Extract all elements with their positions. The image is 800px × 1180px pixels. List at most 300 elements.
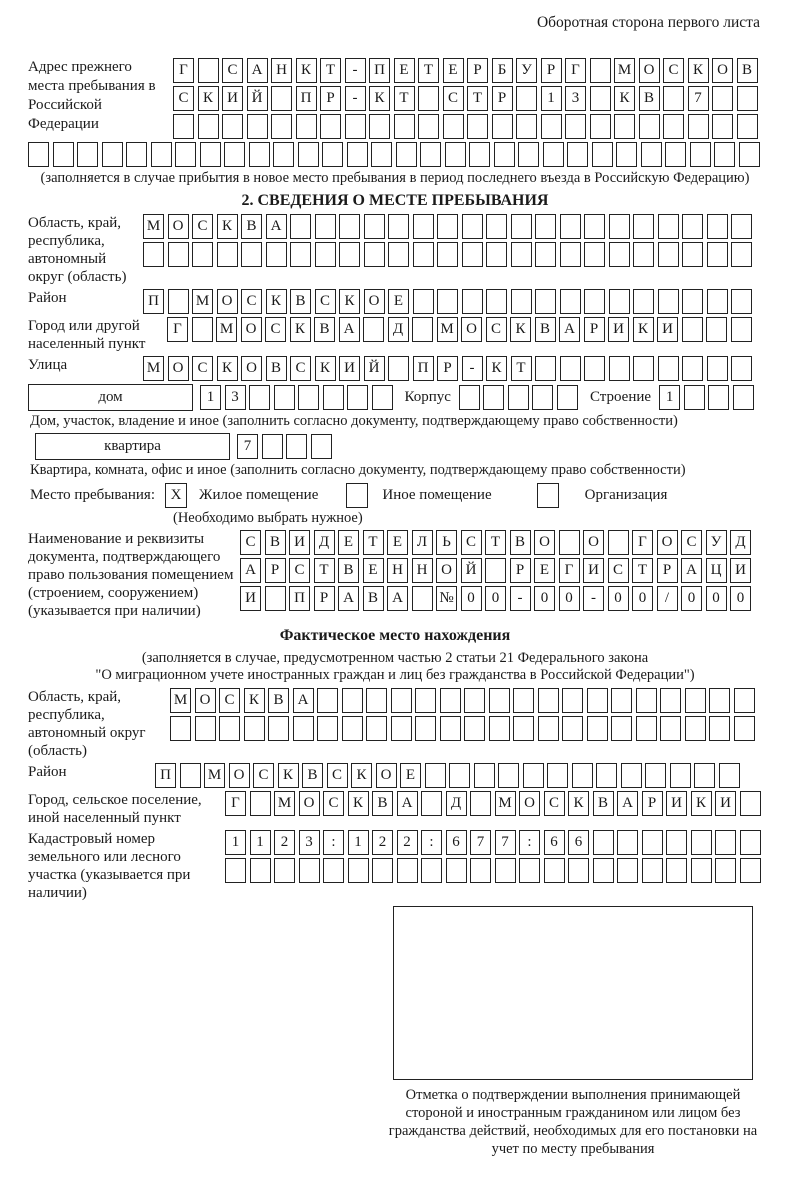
form-cell	[633, 356, 654, 381]
form-cell	[611, 716, 632, 741]
form-cell	[388, 214, 409, 239]
form-cell	[290, 242, 311, 267]
form-cell	[470, 858, 491, 883]
form-cell	[492, 114, 513, 139]
form-cell	[614, 114, 635, 139]
form-cell: :	[519, 830, 540, 855]
form-cell: Б	[492, 58, 513, 83]
form-cell	[639, 114, 660, 139]
form-cell: Р	[642, 791, 663, 816]
form-cell	[731, 317, 752, 342]
form-cell: П	[289, 586, 310, 611]
form-cell: О	[583, 530, 604, 555]
form-cell	[740, 791, 761, 816]
form-cell: О	[241, 317, 262, 342]
form-cell: К	[510, 317, 531, 342]
form-cell: О	[168, 214, 189, 239]
form-cell	[53, 142, 74, 167]
form-cell: О	[712, 58, 733, 83]
form-cell	[707, 289, 728, 314]
form-cell: С	[240, 530, 261, 555]
form-cell	[391, 716, 412, 741]
house-number-cells	[200, 385, 393, 410]
apartment-row	[28, 433, 762, 460]
form-cell: Р	[657, 558, 678, 583]
checkbox-other-premises	[346, 483, 368, 508]
form-cell	[449, 763, 470, 788]
form-cell: Р	[314, 586, 335, 611]
form-cell: В	[290, 289, 311, 314]
form-cell: Е	[400, 763, 421, 788]
form-cell	[195, 716, 216, 741]
form-cell	[617, 830, 638, 855]
street-block	[28, 356, 762, 381]
form-cell: Й	[247, 86, 268, 111]
form-cell: М	[437, 317, 458, 342]
form-cell: Т	[320, 58, 341, 83]
form-cell	[366, 716, 387, 741]
form-cell: А	[247, 58, 268, 83]
form-cell: 0	[730, 586, 751, 611]
form-cell: М	[143, 356, 164, 381]
form-cell: С	[222, 58, 243, 83]
document-label: Наименование и реквизиты документа, подтверждающего право пользования помещением (строением, сооружением) (указывается при наличии)	[28, 531, 234, 619]
form-cell	[511, 242, 532, 267]
form-cell: Е	[394, 58, 415, 83]
form-cell	[633, 214, 654, 239]
form-cell	[660, 688, 681, 713]
form-cell: М	[274, 791, 295, 816]
form-cell	[642, 830, 663, 855]
form-cell	[611, 688, 632, 713]
form-cell	[168, 242, 189, 267]
form-cell	[538, 688, 559, 713]
form-cell: С	[327, 763, 348, 788]
form-cell: С	[323, 791, 344, 816]
form-cell	[293, 716, 314, 741]
form-cell	[714, 142, 735, 167]
form-cell	[369, 114, 390, 139]
form-cell: :	[421, 830, 442, 855]
form-cell	[658, 242, 679, 267]
form-cell: С	[253, 763, 274, 788]
form-cell	[636, 716, 657, 741]
city-row	[167, 317, 752, 342]
form-cell	[249, 142, 270, 167]
form-cell	[731, 289, 752, 314]
actual-region-block	[28, 688, 762, 760]
form-cell: 0	[706, 586, 727, 611]
form-cell	[418, 86, 439, 111]
form-cell: Й	[461, 558, 482, 583]
form-cell	[523, 763, 544, 788]
form-cell	[322, 142, 343, 167]
form-cell: С	[443, 86, 464, 111]
stay-type-hint: (Необходимо выбрать нужное)	[173, 510, 363, 526]
form-cell: К	[339, 289, 360, 314]
form-cell	[222, 114, 243, 139]
form-cell	[151, 142, 172, 167]
form-cell: Е	[387, 530, 408, 555]
form-cell	[636, 688, 657, 713]
form-cell	[731, 242, 752, 267]
section2-title: 2. СВЕДЕНИЯ О МЕСТЕ ПРЕБЫВАНИЯ	[241, 192, 549, 209]
form-cell: 7	[470, 830, 491, 855]
form-cell: -	[583, 586, 604, 611]
form-cell	[707, 214, 728, 239]
form-cell	[440, 716, 461, 741]
stamp-area	[28, 906, 762, 1158]
option-residential-label: Жилое помещение	[199, 487, 319, 503]
form-cell: Д	[446, 791, 467, 816]
form-cell: И	[666, 791, 687, 816]
prev-address-block	[28, 58, 762, 139]
form-cell	[397, 858, 418, 883]
form-cell	[688, 114, 709, 139]
form-cell	[608, 530, 629, 555]
form-cell	[437, 242, 458, 267]
form-cell: В	[363, 586, 384, 611]
form-cell	[485, 558, 506, 583]
prev-address-row-3	[173, 114, 758, 139]
form-cell	[565, 114, 586, 139]
form-cell: 6	[446, 830, 467, 855]
form-cell: Г	[632, 530, 653, 555]
form-cell	[660, 716, 681, 741]
form-cell	[421, 791, 442, 816]
form-cell: Т	[632, 558, 653, 583]
form-cell: В	[266, 356, 287, 381]
form-cell	[568, 858, 589, 883]
form-cell: С	[289, 558, 310, 583]
form-cell: С	[192, 214, 213, 239]
form-cell	[371, 142, 392, 167]
form-cell	[538, 716, 559, 741]
form-cell	[299, 858, 320, 883]
form-cell	[740, 858, 761, 883]
stay-type-label: Место пребывания:	[30, 487, 155, 503]
prev-address-row-1	[173, 58, 758, 83]
form-cell: Т	[418, 58, 439, 83]
form-cell: Р	[320, 86, 341, 111]
form-cell: Е	[388, 289, 409, 314]
form-cell	[320, 114, 341, 139]
form-cell: Т	[394, 86, 415, 111]
form-cell	[415, 716, 436, 741]
form-cell: Г	[173, 58, 194, 83]
form-cell	[296, 114, 317, 139]
form-cell	[560, 214, 581, 239]
region-row-2	[143, 242, 752, 267]
form-cell: Т	[467, 86, 488, 111]
form-cell	[394, 114, 415, 139]
form-cell	[562, 716, 583, 741]
korpus-cells	[459, 385, 578, 410]
form-cell	[712, 114, 733, 139]
form-cell	[413, 289, 434, 314]
form-cell: П	[155, 763, 176, 788]
form-cell	[560, 242, 581, 267]
form-cell	[511, 214, 532, 239]
form-cell: Г	[559, 558, 580, 583]
form-cell	[535, 289, 556, 314]
form-cell: И	[715, 791, 736, 816]
form-cell	[443, 114, 464, 139]
form-cell	[734, 716, 755, 741]
form-cell	[464, 716, 485, 741]
form-cell	[347, 142, 368, 167]
form-cell	[559, 530, 580, 555]
form-cell: К	[217, 214, 238, 239]
form-cell: С	[192, 356, 213, 381]
form-cell	[658, 289, 679, 314]
form-cell: О	[461, 317, 482, 342]
form-cell	[247, 114, 268, 139]
house-row	[28, 384, 762, 411]
form-cell	[225, 858, 246, 883]
actual-location-title: Фактическое место нахождения	[279, 627, 511, 644]
form-cell: 6	[568, 830, 589, 855]
form-cell	[469, 142, 490, 167]
form-cell	[682, 317, 703, 342]
stroenie-label: Строение	[589, 389, 652, 405]
form-cell	[266, 242, 287, 267]
form-cell: Р	[584, 317, 605, 342]
form-cell	[715, 830, 736, 855]
form-cell	[616, 142, 637, 167]
district-block	[28, 289, 762, 314]
form-cell	[286, 434, 307, 459]
form-cell: М	[614, 58, 635, 83]
form-cell	[666, 858, 687, 883]
form-cell	[513, 688, 534, 713]
form-cell	[685, 716, 706, 741]
form-cell	[168, 289, 189, 314]
form-cell: К	[290, 317, 311, 342]
form-cell: 1	[541, 86, 562, 111]
form-cell	[706, 317, 727, 342]
form-cell: 0	[681, 586, 702, 611]
form-cell	[584, 289, 605, 314]
form-cell: /	[657, 586, 678, 611]
region-label: Область, край, республика, автономный округ (область)	[28, 215, 127, 285]
form-cell: 1	[250, 830, 271, 855]
form-cell: 1	[200, 385, 221, 410]
form-cell	[347, 385, 368, 410]
form-cell	[173, 114, 194, 139]
form-cell	[219, 716, 240, 741]
form-cell	[348, 858, 369, 883]
form-cell	[273, 142, 294, 167]
form-cell: С	[219, 688, 240, 713]
form-cell: О	[534, 530, 555, 555]
form-cell	[609, 289, 630, 314]
form-cell	[298, 142, 319, 167]
house-label-box: дом	[28, 384, 193, 411]
form-cell	[418, 114, 439, 139]
form-cell	[682, 356, 703, 381]
form-cell: С	[241, 289, 262, 314]
form-cell: К	[244, 688, 265, 713]
form-cell	[489, 716, 510, 741]
form-cell	[690, 142, 711, 167]
form-cell	[315, 242, 336, 267]
form-cell	[224, 142, 245, 167]
form-cell	[192, 317, 213, 342]
actual-region-row-1	[170, 688, 755, 713]
actual-city-label: Город, сельское поселение, иной населенный пункт	[28, 792, 202, 826]
form-cell: Р	[467, 58, 488, 83]
checkbox-organization	[537, 483, 559, 508]
form-cell: И	[608, 317, 629, 342]
actual-city-block	[28, 791, 762, 827]
form-cell	[323, 385, 344, 410]
form-cell: К	[351, 763, 372, 788]
form-cell: 1	[225, 830, 246, 855]
apartment-cells	[237, 434, 332, 459]
form-cell	[311, 434, 332, 459]
form-cell	[543, 142, 564, 167]
form-cell: 0	[632, 586, 653, 611]
form-cell: 0	[559, 586, 580, 611]
form-cell	[587, 688, 608, 713]
form-cell: О	[168, 356, 189, 381]
checkbox-residential: X	[165, 483, 187, 508]
form-cell: Т	[363, 530, 384, 555]
form-cell	[658, 356, 679, 381]
district-label: Район	[28, 290, 67, 306]
form-cell	[462, 214, 483, 239]
form-cell: Д	[314, 530, 335, 555]
form-cell: В	[639, 86, 660, 111]
form-cell	[590, 114, 611, 139]
form-cell: 7	[495, 830, 516, 855]
form-cell: Т	[511, 356, 532, 381]
form-cell: Т	[485, 530, 506, 555]
document-row-2	[240, 558, 751, 583]
form-cell: -	[510, 586, 531, 611]
actual-district-row	[155, 763, 740, 788]
form-cell	[596, 763, 617, 788]
apartment-label-box: квартира	[35, 433, 230, 460]
form-cell	[323, 858, 344, 883]
form-cell: М	[204, 763, 225, 788]
form-cell: К	[198, 86, 219, 111]
form-cell: Г	[167, 317, 188, 342]
form-cell	[175, 142, 196, 167]
form-cell: :	[323, 830, 344, 855]
form-cell: И	[657, 317, 678, 342]
form-cell: Д	[388, 317, 409, 342]
form-cell	[200, 142, 221, 167]
form-cell	[682, 214, 703, 239]
form-cell	[519, 858, 540, 883]
form-cell	[363, 317, 384, 342]
form-cell: А	[559, 317, 580, 342]
form-cell: 1	[348, 830, 369, 855]
form-cell: Р	[265, 558, 286, 583]
form-cell	[737, 114, 758, 139]
form-cell: Н	[387, 558, 408, 583]
actual-region-grid	[170, 688, 755, 741]
form-cell: М	[192, 289, 213, 314]
korpus-label: Корпус	[404, 389, 451, 405]
form-cell	[590, 86, 611, 111]
form-cell	[562, 688, 583, 713]
form-cell	[495, 858, 516, 883]
form-cell	[388, 356, 409, 381]
actual-location-caption-1: (заполняется в случае, предусмотренном частью 2 статьи 21 Федерального закона	[141, 650, 649, 666]
form-cell	[590, 58, 611, 83]
house-caption: Дом, участок, владение и иное (заполнить согласно документу, подтверждающему право собственности)	[30, 413, 678, 429]
form-cell	[462, 289, 483, 314]
form-cell	[345, 114, 366, 139]
form-cell: 7	[688, 86, 709, 111]
form-cell: О	[519, 791, 540, 816]
form-cell	[541, 114, 562, 139]
form-cell: В	[535, 317, 556, 342]
form-cell	[511, 289, 532, 314]
form-cell	[474, 763, 495, 788]
form-cell	[633, 242, 654, 267]
prev-address-label: Адрес прежнего места пребывания в Российской Федерации	[28, 59, 156, 132]
form-cell	[737, 86, 758, 111]
form-cell: Г	[225, 791, 246, 816]
form-cell: 2	[274, 830, 295, 855]
form-cell: К	[633, 317, 654, 342]
form-cell	[421, 858, 442, 883]
form-cell	[518, 142, 539, 167]
form-cell	[102, 142, 123, 167]
form-cell	[262, 434, 283, 459]
form-cell	[513, 716, 534, 741]
form-cell	[364, 242, 385, 267]
form-cell: О	[299, 791, 320, 816]
cadastre-block	[28, 830, 762, 902]
form-cell: А	[387, 586, 408, 611]
form-cell: 3	[299, 830, 320, 855]
actual-district-label: Район	[28, 764, 67, 780]
form-cell: В	[302, 763, 323, 788]
form-cell: 0	[534, 586, 555, 611]
form-cell	[560, 289, 581, 314]
form-cell: И	[222, 86, 243, 111]
form-cell: А	[617, 791, 638, 816]
form-cell	[364, 214, 385, 239]
form-cell	[658, 214, 679, 239]
header-note: Оборотная сторона первого листа	[536, 14, 760, 31]
form-cell	[372, 858, 393, 883]
form-cell: О	[364, 289, 385, 314]
form-cell	[572, 763, 593, 788]
cadastre-row-1	[225, 830, 761, 855]
form-cell	[143, 242, 164, 267]
form-cell	[437, 214, 458, 239]
form-cell: В	[372, 791, 393, 816]
form-cell	[445, 142, 466, 167]
prev-address-grid	[173, 58, 758, 139]
form-cell: К	[614, 86, 635, 111]
form-cell	[440, 688, 461, 713]
form-cell: У	[516, 58, 537, 83]
form-cell	[268, 716, 289, 741]
form-cell	[691, 830, 712, 855]
form-cell	[535, 242, 556, 267]
option-organization-label: Организация	[584, 487, 668, 503]
form-cell: К	[688, 58, 709, 83]
form-cell	[412, 317, 433, 342]
apartment-caption: Квартира, комната, офис и иное (заполнить согласно документу, подтверждающему право собственности)	[30, 462, 686, 478]
